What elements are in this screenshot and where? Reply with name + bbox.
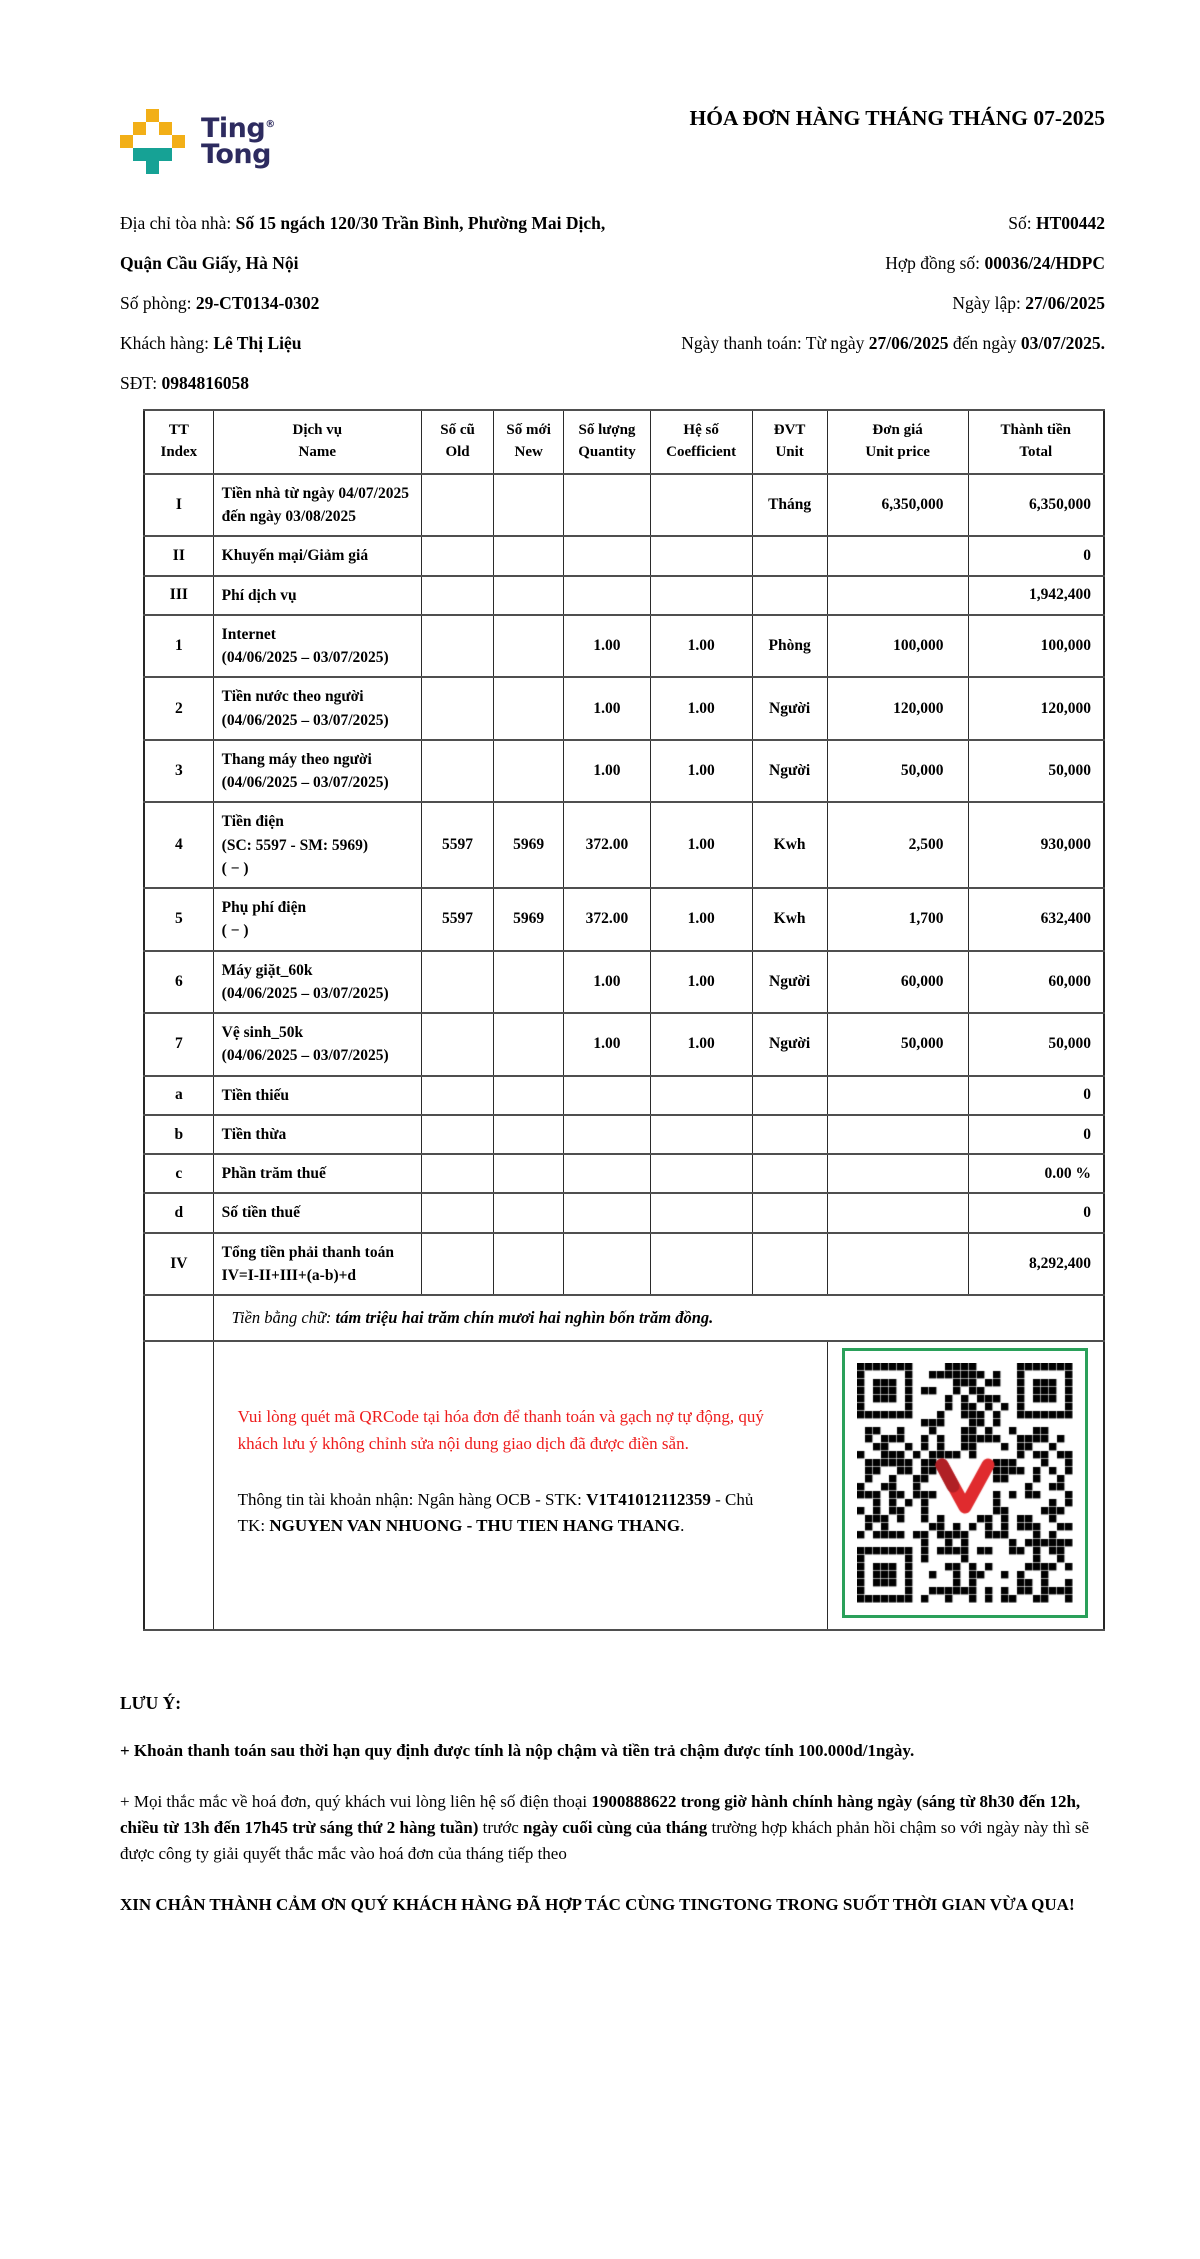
table-row — [144, 536, 1104, 575]
account-separator: - Chủ TK: — [237, 1489, 754, 1536]
row-index: IV — [144, 1233, 213, 1296]
quantity — [564, 474, 651, 537]
coefficient — [650, 1154, 752, 1193]
new-reading — [494, 677, 564, 740]
logo-word-ting: Ting — [201, 112, 266, 144]
line-total: 930,000 — [968, 802, 1104, 888]
line-total: 632,400 — [968, 888, 1104, 951]
new-reading — [494, 1076, 564, 1115]
quantity: 372.00 — [564, 802, 651, 888]
unit — [752, 1076, 827, 1115]
new-reading — [494, 1154, 564, 1193]
unit-price — [827, 536, 968, 575]
unit-price: 60,000 — [827, 951, 968, 1014]
quantity: 1.00 — [564, 615, 651, 678]
service-name: Phụ phí điện ( − ) — [213, 888, 421, 951]
old-reading — [421, 576, 493, 615]
payment-row — [144, 1341, 1104, 1630]
old-reading — [421, 740, 493, 803]
info-line: Ngày lập: 27/06/2025 — [952, 292, 1105, 313]
info-line: Hợp đồng số: 00036/24/HDPC — [885, 252, 1105, 273]
coefficient — [650, 1115, 752, 1154]
table-row — [144, 1193, 1104, 1232]
account-end: . — [680, 1516, 685, 1536]
service-name: Máy giặt_60k (04/06/2025 – 03/07/2025) — [213, 951, 421, 1014]
unit: Người — [752, 951, 827, 1014]
line-total: 120,000 — [968, 677, 1104, 740]
column-header: ĐVT Unit — [752, 410, 827, 474]
unit — [752, 1193, 827, 1232]
service-name: Vệ sinh_50k (04/06/2025 – 03/07/2025) — [213, 1013, 421, 1076]
payment-instructions — [213, 1341, 827, 1630]
unit-price: 6,350,000 — [827, 474, 968, 537]
notes-heading: LƯU Ý: — [120, 1693, 182, 1714]
column-header: Hệ số Coefficient — [650, 410, 752, 474]
service-name: Phần trăm thuế — [213, 1154, 421, 1193]
table-row — [144, 1076, 1104, 1115]
line-total: 1,942,400 — [968, 576, 1104, 615]
account-number: V1T41012112359 — [586, 1489, 711, 1509]
invoice-info — [120, 204, 1105, 403]
new-reading — [494, 1193, 564, 1232]
note-paragraph: + Khoản thanh toán sau thời hạn quy định được tính là nộp chậm và tiền trả chậm được tính 100.000d/1ngày. — [120, 1741, 915, 1761]
invoice-meta-info — [642, 204, 1105, 403]
unit — [752, 536, 827, 575]
line-total: 100,000 — [968, 615, 1104, 678]
unit — [752, 576, 827, 615]
old-reading — [421, 1013, 493, 1076]
row-index: 6 — [144, 951, 213, 1014]
row-index: III — [144, 576, 213, 615]
invoice-table-footer — [144, 1295, 1104, 1630]
new-reading — [494, 615, 564, 678]
column-header: Thành tiền Total — [968, 410, 1104, 474]
row-index: b — [144, 1115, 213, 1154]
line-total: 0.00 % — [968, 1154, 1104, 1193]
unit: Kwh — [752, 802, 827, 888]
coefficient: 1.00 — [650, 888, 752, 951]
coefficient — [650, 536, 752, 575]
row-index: c — [144, 1154, 213, 1193]
document-header — [120, 95, 1105, 174]
qr-scan-note: Vui lòng quét mã QRCode tại hóa đơn để thanh toán và gạch nợ tự động, quý khách lưu ý không chỉnh sửa nội dung giao dịch đã được điền sẵn. — [237, 1407, 764, 1453]
invoice-title: HÓA ĐƠN HÀNG THÁNG THÁNG 07-2025 — [689, 106, 1105, 130]
unit-price: 100,000 — [827, 615, 968, 678]
table-row — [144, 740, 1104, 803]
table-row — [144, 1115, 1104, 1154]
row-index: 7 — [144, 1013, 213, 1076]
column-header: Dịch vụ Name — [213, 410, 421, 474]
unit-price — [827, 1115, 968, 1154]
logo-word-tong: Tong — [201, 138, 271, 170]
service-name: Tổng tiền phải thanh toán IV=I-II+III+(a-b)+d — [213, 1233, 421, 1296]
invoice-table-body — [144, 474, 1104, 1295]
quantity — [564, 1115, 651, 1154]
unit-price: 2,500 — [827, 802, 968, 888]
service-name: Internet (04/06/2025 – 03/07/2025) — [213, 615, 421, 678]
line-total: 50,000 — [968, 740, 1104, 803]
quantity — [564, 1076, 651, 1115]
new-reading — [494, 1115, 564, 1154]
info-line: Số: HT00442 — [1008, 213, 1105, 233]
unit-price: 120,000 — [827, 677, 968, 740]
row-index: d — [144, 1193, 213, 1232]
unit — [752, 1115, 827, 1154]
old-reading: 5597 — [421, 802, 493, 888]
service-name: Khuyến mại/Giảm giá — [213, 536, 421, 575]
unit-price — [827, 1193, 968, 1232]
table-row — [144, 802, 1104, 888]
service-name: Tiền thiếu — [213, 1076, 421, 1115]
row-index: 5 — [144, 888, 213, 951]
tingtong-logo-mark-icon — [120, 109, 185, 174]
old-reading — [421, 951, 493, 1014]
quantity — [564, 576, 651, 615]
unit-price: 1,700 — [827, 888, 968, 951]
service-name: Tiền thừa — [213, 1115, 421, 1154]
coefficient — [650, 1193, 752, 1232]
quantity: 1.00 — [564, 1013, 651, 1076]
account-info — [238, 1487, 781, 1540]
row-index: II — [144, 536, 213, 575]
account-holder: NGUYEN VAN NHUONG - THU TIEN HANG THANG — [269, 1516, 681, 1536]
account-label: Thông tin tài khoản nhận: Ngân hàng OCB - STK: — [237, 1489, 587, 1509]
line-total: 0 — [968, 1076, 1104, 1115]
column-header: Số cũ Old — [421, 410, 493, 474]
unit-price — [827, 1076, 968, 1115]
unit: Tháng — [752, 474, 827, 537]
unit-price — [827, 1154, 968, 1193]
unit-price — [827, 1233, 968, 1296]
column-header: Số mới New — [494, 410, 564, 474]
new-reading — [494, 951, 564, 1014]
quantity — [564, 536, 651, 575]
header-row — [144, 410, 1104, 474]
unit: Phòng — [752, 615, 827, 678]
quantity: 1.00 — [564, 740, 651, 803]
unit-price — [827, 576, 968, 615]
note-paragraph: XIN CHÂN THÀNH CẢM ƠN QUÝ KHÁCH HÀNG ĐÃ HỢP TÁC CÙNG TINGTONG TRONG SUỐT THỜI GIAN VỪA QUA! — [120, 1894, 1075, 1914]
row-index: I — [144, 474, 213, 537]
info-line: Số phòng: 29-CT0134-0302 — [120, 292, 320, 313]
registered-mark: ® — [265, 118, 275, 130]
new-reading — [494, 536, 564, 575]
coefficient: 1.00 — [650, 677, 752, 740]
service-name: Tiền nước theo người (04/06/2025 – 03/07/2025) — [213, 677, 421, 740]
new-reading — [494, 740, 564, 803]
service-name: Tiền nhà từ ngày 04/07/2025 đến ngày 03/08/2025 — [213, 474, 421, 537]
note-paragraph: + Mọi thắc mắc về hoá đơn, quý khách vui lòng liên hệ số điện thoại 1900888622 trong giờ hành chính hàng ngày (sáng từ 8h30 đến 12h, chiều từ 13h đến 17h45 trừ sáng thứ 2 hàng tuần) trước ngày cuối cùng của tháng trường hợp khách phản hồi chậm so với ngày này thì sẽ được công ty giải quyết thắc mắc vào hoá đơn của tháng tiếp theo — [120, 1791, 1090, 1864]
old-reading: 5597 — [421, 888, 493, 951]
new-reading — [494, 1013, 564, 1076]
unit — [752, 1154, 827, 1193]
table-row — [144, 951, 1104, 1014]
old-reading — [421, 677, 493, 740]
invoice-document — [120, 95, 1105, 1918]
customer-info — [120, 204, 642, 403]
column-header: TT Index — [144, 410, 213, 474]
row-index: 3 — [144, 740, 213, 803]
amount-in-words-row — [144, 1295, 1104, 1341]
empty-cell — [144, 1341, 213, 1630]
amount-in-words-label: Tiền bằng chữ: — [231, 1308, 336, 1328]
line-total: 0 — [968, 1115, 1104, 1154]
unit: Người — [752, 677, 827, 740]
line-total: 6,350,000 — [968, 474, 1104, 537]
quantity: 372.00 — [564, 888, 651, 951]
new-reading — [494, 1233, 564, 1296]
amount-in-words-value: tám triệu hai trăm chín mươi hai nghìn bốn trăm đồng. — [335, 1308, 714, 1328]
line-total: 60,000 — [968, 951, 1104, 1014]
table-row — [144, 474, 1104, 537]
quantity — [564, 1154, 651, 1193]
unit: Người — [752, 1013, 827, 1076]
old-reading — [421, 474, 493, 537]
unit: Người — [752, 740, 827, 803]
quantity: 1.00 — [564, 677, 651, 740]
row-index: 1 — [144, 615, 213, 678]
row-index: a — [144, 1076, 213, 1115]
unit-price: 50,000 — [827, 740, 968, 803]
column-header: Đơn giá Unit price — [827, 410, 968, 474]
line-total: 50,000 — [968, 1013, 1104, 1076]
coefficient: 1.00 — [650, 740, 752, 803]
line-total: 0 — [968, 1193, 1104, 1232]
old-reading — [421, 536, 493, 575]
table-row — [144, 1013, 1104, 1076]
old-reading — [421, 615, 493, 678]
coefficient — [650, 1233, 752, 1296]
invoice-table-head — [144, 410, 1104, 474]
service-name: Phí dịch vụ — [213, 576, 421, 615]
unit-price: 50,000 — [827, 1013, 968, 1076]
unit: Kwh — [752, 888, 827, 951]
quantity: 1.00 — [564, 951, 651, 1014]
line-total: 0 — [968, 536, 1104, 575]
coefficient — [650, 474, 752, 537]
unit — [752, 1233, 827, 1296]
info-line: Địa chỉ tòa nhà: Số 15 ngách 120/30 Trần Bình, Phường Mai Dịch, Quận Cầu Giấy, Hà Nội — [120, 213, 606, 273]
table-row — [144, 576, 1104, 615]
quantity — [564, 1233, 651, 1296]
old-reading — [421, 1233, 493, 1296]
row-index: 2 — [144, 677, 213, 740]
info-line: Khách hàng: Lê Thị Liệu — [120, 332, 302, 353]
invoice-table — [143, 409, 1105, 1631]
coefficient — [650, 1076, 752, 1115]
table-row — [144, 615, 1104, 678]
new-reading: 5969 — [494, 888, 564, 951]
old-reading — [421, 1076, 493, 1115]
coefficient — [650, 576, 752, 615]
note-paragraphs — [120, 1738, 1105, 1918]
qr-code-cell — [827, 1341, 1104, 1630]
service-name: Số tiền thuế — [213, 1193, 421, 1232]
qr-code-frame — [842, 1348, 1088, 1618]
coefficient: 1.00 — [650, 615, 752, 678]
tingtong-logo-text — [201, 112, 275, 170]
info-line: Ngày thanh toán: Từ ngày 27/06/2025 đến ngày 03/07/2025. — [681, 332, 1105, 353]
table-row — [144, 677, 1104, 740]
amount-in-words — [213, 1295, 1104, 1341]
new-reading: 5969 — [494, 802, 564, 888]
row-index: 4 — [144, 802, 213, 888]
footer-notes — [120, 1693, 1105, 1918]
table-row — [144, 888, 1104, 951]
coefficient: 1.00 — [650, 951, 752, 1014]
line-total: 8,292,400 — [968, 1233, 1104, 1296]
info-line: SĐT: 0984816058 — [120, 372, 249, 393]
quantity — [564, 1193, 651, 1232]
service-name: Thang máy theo người (04/06/2025 – 03/07/2025) — [213, 740, 421, 803]
qr-code-image — [857, 1363, 1073, 1603]
service-name: Tiền điện (SC: 5597 - SM: 5969) ( − ) — [213, 802, 421, 888]
table-row — [144, 1233, 1104, 1296]
tingtong-logo — [120, 95, 275, 174]
column-header: Số lượng Quantity — [564, 410, 651, 474]
old-reading — [421, 1154, 493, 1193]
old-reading — [421, 1193, 493, 1232]
table-row — [144, 1154, 1104, 1193]
new-reading — [494, 474, 564, 537]
old-reading — [421, 1115, 493, 1154]
coefficient: 1.00 — [650, 1013, 752, 1076]
new-reading — [494, 576, 564, 615]
coefficient: 1.00 — [650, 802, 752, 888]
empty-cell — [144, 1295, 213, 1341]
